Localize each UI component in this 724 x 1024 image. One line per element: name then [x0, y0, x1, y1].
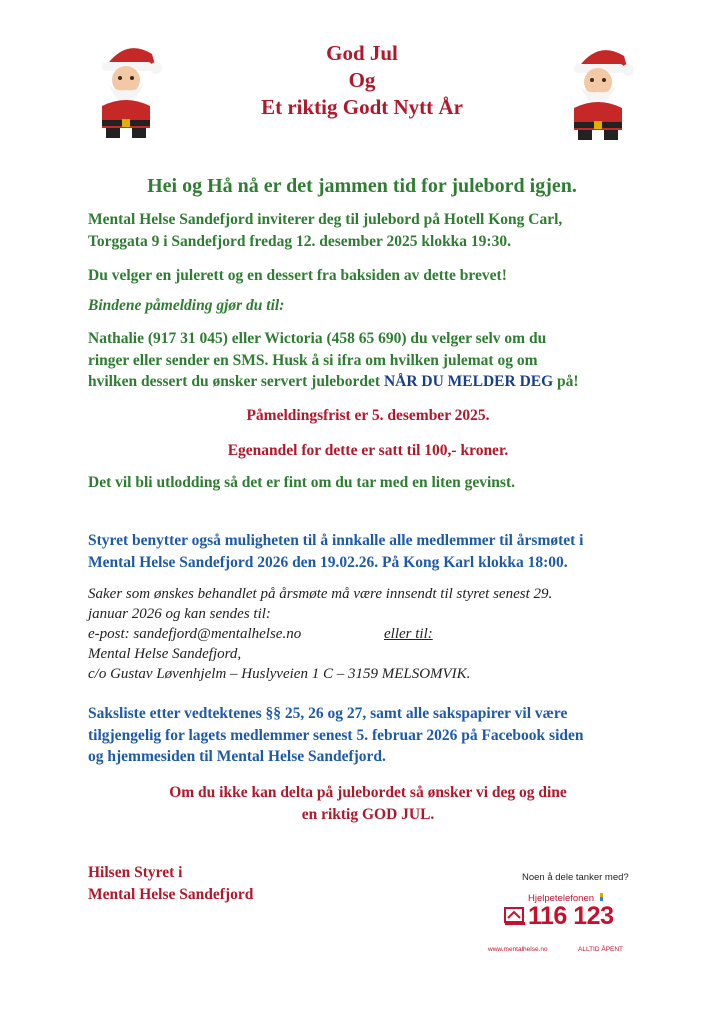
helpline-dots-icon: [600, 893, 603, 901]
annual-meeting-line-2: Mental Helse Sandefjord 2026 den 19.02.26. På Kong Karl klokka 18:00.: [88, 553, 568, 571]
agenda-line-3: og hjemmesiden til Mental Helse Sandefjord.: [88, 748, 386, 765]
invitation-line-1: Mental Helse Sandefjord inviterer deg til julebord på Hotell Kong Carl,: [88, 211, 563, 228]
signature-line-1: Hilsen Styret i: [88, 864, 183, 881]
title-line-3: Et riktig Godt Nytt År: [261, 95, 463, 119]
registration-line-2: ringer eller sender en SMS. Husk å si ifra om hvilken julemat og om: [88, 351, 538, 369]
agenda-line-2: tilgjengelig for lagets medlemmer senest 5. februar 2026 på Facebook siden: [88, 726, 584, 744]
registration-line-3-end: på!: [553, 373, 579, 390]
agenda-paragraph: [88, 703, 648, 768]
invitation-line-2: Torggata 9 i Sandefjord fredag 12. desember 2025 klokka 19:30.: [88, 232, 511, 250]
registration-line-3-start: hvilken dessert du ønsker servert julebordet: [88, 373, 384, 390]
invitation-paragraph: [88, 209, 648, 252]
email-row: [88, 624, 648, 644]
helpline-logo: [486, 866, 629, 956]
closing-line-2: en riktig GOD JUL.: [301, 805, 435, 823]
santa-left-illustration: [86, 36, 166, 145]
title-line-1: God Jul: [326, 41, 398, 65]
helpline-open: ALLTID ÅPENT: [578, 946, 624, 953]
santa-right-illustration: [558, 38, 638, 147]
raffle-text: Det vil bli utlodding så det er fint om du tar med en liten gevinst.: [88, 474, 515, 491]
closing-greeting: [88, 782, 648, 825]
registration-line-1: Nathalie (917 31 045) eller Wictoria (458 65 690) du velger selv om du: [88, 330, 547, 347]
submission-info: [88, 584, 648, 684]
helpline-number: 116 123: [528, 902, 614, 930]
or-to-label: eller til:: [384, 626, 433, 642]
agenda-line-1: Saksliste etter vedtektenes §§ 25, 26 og 27, samt alle sakspapirer vil være: [88, 705, 568, 722]
submission-line-2: januar 2026 og kan sendes til:: [88, 606, 271, 622]
helpline-question: Noen å dele tanker med?: [522, 872, 629, 883]
address-line-2: c/o Gustav Løvenhjelm – Huslyveien 1 C – 3159 MELSOMVIK.: [88, 666, 471, 682]
phone-book-icon: [504, 906, 526, 926]
annual-meeting-line-1: Styret benytter også muligheten til å innkalle alle medlemmer til årsmøtet i: [88, 532, 584, 549]
submission-line-1: Saker som ønskes behandlet på årsmøte må være innsendt til styret senest 29.: [88, 586, 553, 602]
dish-choice-text: Du velger en julerett og en dessert fra baksiden av dette brevet!: [88, 267, 507, 284]
signature: [88, 862, 253, 906]
greeting-title: [180, 40, 544, 121]
registration-paragraph: [88, 328, 648, 393]
closing-line-1: Om du ikke kan delta på julebordet så ønsker vi deg og dine: [169, 784, 567, 801]
fee-text: Egenandel for dette er satt til 100,- kroner.: [227, 442, 509, 459]
helpline-name: Hjelpetelefonen: [528, 893, 595, 904]
registration-heading: Bindene påmelding gjør du til:: [88, 297, 285, 314]
title-line-2: Og: [348, 68, 376, 92]
signature-line-2: Mental Helse Sandefjord: [88, 886, 254, 903]
annual-meeting-notice: [88, 530, 648, 573]
email-address: e-post: sandefjord@mentalhelse.no: [88, 626, 302, 642]
registration-line-3: [88, 371, 648, 393]
registration-deadline: Påmeldingsfrist er 5. desember 2025.: [246, 407, 490, 424]
headline: Hei og Hå nå er det jammen tid for julebord igjen.: [147, 175, 577, 197]
registration-emphasis: NÅR DU MELDER DEG: [383, 373, 554, 390]
helpline-website: www.mentalhelse.no: [488, 946, 548, 953]
address-line-1: Mental Helse Sandefjord,: [88, 646, 242, 662]
